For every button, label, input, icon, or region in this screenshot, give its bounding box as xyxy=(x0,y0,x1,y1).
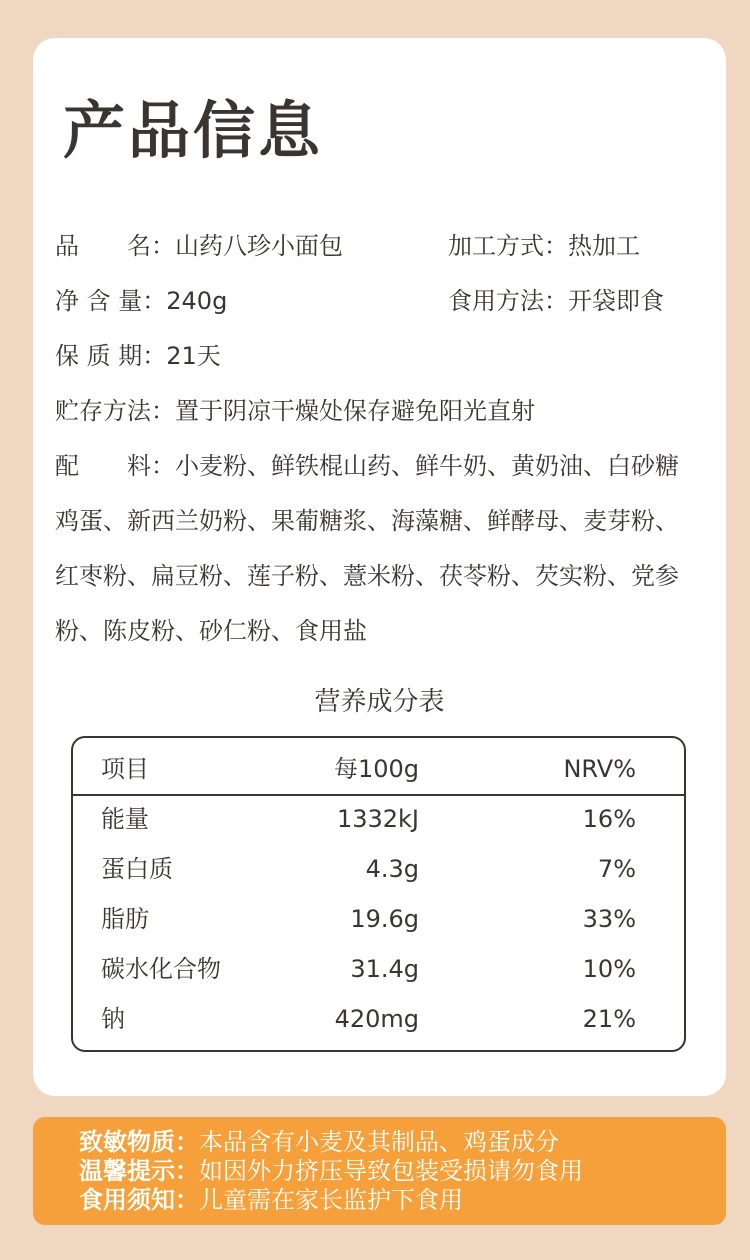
nutrition-header-row xyxy=(73,744,684,794)
header-per100g: 每100g xyxy=(333,755,419,783)
notice-label: 食用须知： xyxy=(79,1186,199,1214)
nutrient-amount: 31.4g xyxy=(350,955,419,983)
table-row xyxy=(73,944,684,994)
storage-value: 置于阴凉干燥处保存避免阳光直射 xyxy=(175,397,535,425)
usage-value: 开袋即食 xyxy=(568,287,664,315)
shelf-life-value: 21天 xyxy=(166,342,221,370)
nutrient-nrv: 33% xyxy=(582,905,636,933)
nutrient-name: 蛋白质 xyxy=(101,855,173,883)
nutrient-amount: 19.6g xyxy=(350,905,419,933)
allergen-line xyxy=(79,1126,559,1158)
notice-line xyxy=(79,1184,463,1216)
usage-row xyxy=(448,285,664,317)
net-content-label: 净 含 量： xyxy=(55,287,167,315)
nutrient-nrv: 16% xyxy=(582,805,636,833)
ingredients-block xyxy=(55,450,705,670)
ingredients-line: 红枣粉、扁豆粉、莲子粉、薏米粉、茯苓粉、芡实粉、党参 xyxy=(55,562,679,590)
ingredients-text: 小麦粉、鲜铁棍山药、鲜牛奶、黄奶油、白砂糖 xyxy=(175,452,679,480)
storage-row xyxy=(55,395,535,427)
nutrient-nrv: 7% xyxy=(597,855,636,883)
page-title: 产品信息 xyxy=(63,94,324,167)
product-info-card xyxy=(33,38,726,1096)
header-nrv: NRV% xyxy=(563,755,636,783)
table-row xyxy=(73,894,684,944)
nutrient-amount: 420mg xyxy=(334,1005,419,1033)
product-name-label: 品 名： xyxy=(55,232,175,260)
ingredients-line: 鸡蛋、新西兰奶粉、果葡糖浆、海藻糖、鲜酵母、麦芽粉、 xyxy=(55,507,679,535)
nutrient-amount: 4.3g xyxy=(365,855,419,883)
shelf-life-label: 保 质 期： xyxy=(55,342,167,370)
nutrient-name: 碳水化合物 xyxy=(101,955,221,983)
allergen-text: 本品含有小麦及其制品、鸡蛋成分 xyxy=(199,1128,559,1156)
product-name-value: 山药八珍小面包 xyxy=(175,232,343,260)
nutrient-name: 脂肪 xyxy=(101,905,149,933)
allergen-label: 致敏物质： xyxy=(79,1128,199,1156)
ingredients-line: 粉、陈皮粉、砂仁粉、食用盐 xyxy=(55,617,367,645)
nutrient-nrv: 10% xyxy=(582,955,636,983)
nutrition-title: 营养成分表 xyxy=(314,687,445,717)
tip-text: 如因外力挤压导致包装受损请勿食用 xyxy=(199,1157,583,1185)
table-row xyxy=(73,794,684,844)
table-row xyxy=(73,994,684,1044)
notice-text: 儿童需在家长监护下食用 xyxy=(199,1186,463,1214)
shelf-life-row xyxy=(55,340,221,372)
ingredients-line xyxy=(55,450,705,482)
warning-banner xyxy=(33,1117,726,1225)
nutrient-name: 能量 xyxy=(101,805,149,833)
process-label: 加工方式： xyxy=(448,232,568,260)
ingredients-label: 配 料： xyxy=(55,452,175,480)
net-content-value: 240g xyxy=(166,287,228,315)
net-content-row xyxy=(55,285,227,317)
nutrient-amount: 1332kJ xyxy=(336,805,419,833)
nutrition-table xyxy=(71,736,686,1052)
tip-label: 温馨提示： xyxy=(79,1157,199,1185)
process-row xyxy=(448,230,640,262)
nutrient-name: 钠 xyxy=(101,1005,125,1033)
nutrient-nrv: 21% xyxy=(582,1005,636,1033)
tip-line xyxy=(79,1155,583,1187)
usage-label: 食用方法： xyxy=(448,287,568,315)
header-item: 项目 xyxy=(101,755,149,783)
table-row xyxy=(73,844,684,894)
process-value: 热加工 xyxy=(568,232,640,260)
storage-label: 贮存方法： xyxy=(55,397,175,425)
product-name-row xyxy=(55,230,343,262)
